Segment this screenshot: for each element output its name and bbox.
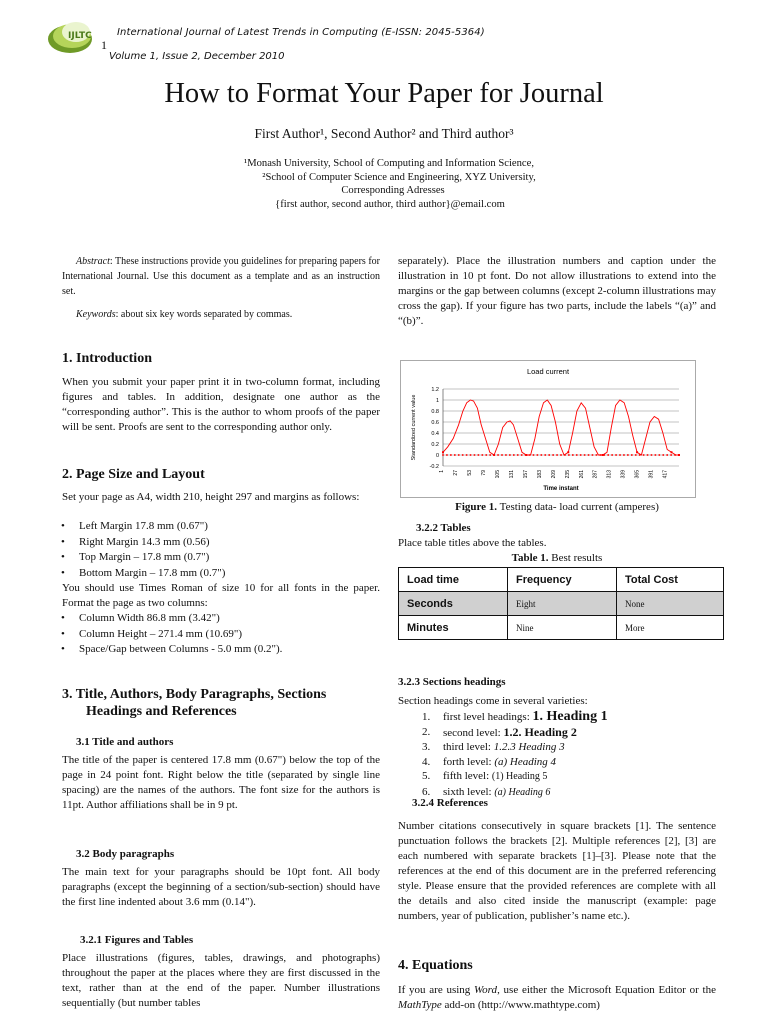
y-tick-label: 0.6 xyxy=(431,420,439,426)
baseline-marker xyxy=(485,454,487,456)
section-1-body: When you submit your paper print it in two-column format, including figures and tables. In addition, designate one author as the “corresponding author”. This is the author to whom proofs of the paper will be sent. Proofs are sent to the corresponding author only. xyxy=(62,376,380,433)
section-2-intro: Set your page as A4, width 210, height 297 and margins as follows: xyxy=(62,491,360,503)
abstract-text: : These instructions provide you guidelines for preparing papers for International Journal. Use this document as a template and as an instruction set. xyxy=(62,256,380,297)
heading-levels-list xyxy=(422,710,722,800)
section-3-2-3-body: Section headings come in several varieties: xyxy=(398,695,588,707)
y-tick-label: -0.2 xyxy=(429,464,439,470)
heading-example: (1) Heading 5 xyxy=(491,771,548,782)
item-label: sixth level: xyxy=(443,785,495,798)
item-number: 6. xyxy=(422,785,431,798)
list-item: • Top Margin – 17.8 mm (0.7") xyxy=(62,550,380,566)
baseline-marker xyxy=(521,454,523,456)
section-3-heading-line-2: Headings and References xyxy=(86,704,237,719)
baseline-marker xyxy=(560,454,562,456)
x-tick-label: 27 xyxy=(452,470,459,476)
keywords-text: : about six key words separated by commas. xyxy=(115,309,293,320)
table-1-text: Best results xyxy=(548,552,603,564)
journal-issue: Volume 1, Issue 2, December 2010 xyxy=(109,51,285,62)
baseline-marker xyxy=(647,454,649,456)
column-header: Total Cost xyxy=(617,568,724,592)
section-3-2-4-body: Number citations consecutively in square brackets [1]. The sentence punctuation follows the brackets [2]. Multiple references [2], [3] are each numbered with separate brackets [1]–[3]. Please note that the references at the end of this document are in the preferred referencing style. Please ensure that the provided references are complete with all the details and also cited inside the manuscript (example: page numbers, year of publication, publisher’s name etc.). xyxy=(398,820,716,922)
baseline-marker xyxy=(607,454,609,456)
x-tick-label: 313 xyxy=(606,470,613,479)
table-1-label: Table 1. xyxy=(511,552,549,564)
svg-text:IJLTC: IJLTC xyxy=(68,31,92,41)
baseline-marker xyxy=(584,454,586,456)
section-4-text-2: , use either the Microsoft Equation Editor or the xyxy=(497,984,717,996)
item-label: first level headings: xyxy=(443,711,533,723)
data-point xyxy=(602,454,604,456)
section-3-2-heading: 3.2 Body paragraphs xyxy=(76,848,175,860)
baseline-marker xyxy=(470,454,472,456)
baseline-marker xyxy=(564,454,566,456)
baseline-marker xyxy=(576,454,578,456)
section-3-2-1-continued: separately). Place the illustration numbers and caption under the illustration in 10 pt font. Do not allow illustrations to extend into the margins or the gap between columns (except 2-column illustrations may cross the gap). If your figure has two parts, include the labels “(a)” and “(b)”. xyxy=(398,255,716,327)
baseline-marker xyxy=(482,454,484,456)
baseline-marker xyxy=(596,454,598,456)
heading-example: 1. Heading 1 xyxy=(532,709,608,724)
baseline-marker xyxy=(631,454,633,456)
baseline-marker xyxy=(509,454,511,456)
section-3-2-1-heading xyxy=(80,934,193,946)
x-tick-label: 105 xyxy=(494,470,501,479)
baseline-marker xyxy=(580,454,582,456)
row-label: Minutes xyxy=(399,616,508,640)
baseline-marker xyxy=(446,454,448,456)
baseline-marker xyxy=(513,454,515,456)
section-3-2-2-body: Place table titles above the tables. xyxy=(398,537,547,549)
baseline-marker xyxy=(529,454,531,456)
baseline-marker xyxy=(454,454,456,456)
x-tick-label: 365 xyxy=(634,470,641,479)
y-tick-label: 1.2 xyxy=(431,387,439,393)
baseline-marker xyxy=(556,454,558,456)
list-item: • Space/Gap between Columns - 5.0 mm (0.2"). xyxy=(62,642,380,658)
baseline-marker xyxy=(662,454,664,456)
item-number: 1. xyxy=(422,711,431,723)
mathtype-term: MathType xyxy=(398,999,442,1011)
paper-title: How to Format Your Paper for Journal xyxy=(164,78,604,109)
section-3-1-body: The title of the paper is centered 17.8 mm (0.67") below the top of the page in 24 point font. Right below the title (separated by single line spacing) are the names of the authors. The font size for the authors is 11pt. Author affiliations shall be in 9 pt. xyxy=(62,754,380,811)
baseline-marker xyxy=(568,454,570,456)
x-tick-label: 261 xyxy=(578,470,585,479)
heading-example: (a) Heading 4 xyxy=(494,755,557,768)
section-3-1-heading: 3.1 Title and authors xyxy=(76,736,174,748)
list-item xyxy=(422,710,722,725)
item-label: forth level: xyxy=(443,755,495,768)
baseline-marker xyxy=(517,454,519,456)
y-tick-label: 0.2 xyxy=(431,442,439,448)
baseline-marker xyxy=(643,454,645,456)
list-item xyxy=(422,769,722,785)
item-number: 4. xyxy=(422,755,431,768)
x-tick-label: 131 xyxy=(508,470,515,479)
data-point xyxy=(442,451,444,453)
baseline-marker xyxy=(674,454,676,456)
y-tick-label: 0.8 xyxy=(431,409,439,415)
results-table xyxy=(398,567,724,640)
baseline-marker xyxy=(552,454,554,456)
data-point xyxy=(567,451,569,453)
table-row xyxy=(399,592,724,616)
y-tick-label: 0.4 xyxy=(431,431,439,437)
section-4-heading: 4. Equations xyxy=(398,958,473,973)
section-3-2-2-heading: 3.2.2 Tables xyxy=(416,522,471,534)
baseline-marker xyxy=(478,454,480,456)
list-item xyxy=(422,725,722,741)
baseline-marker xyxy=(603,454,605,456)
baseline-marker xyxy=(493,454,495,456)
baseline-marker xyxy=(678,454,680,456)
baseline-marker xyxy=(670,454,672,456)
section-2-heading: 2. Page Size and Layout xyxy=(62,467,205,482)
baseline-marker xyxy=(600,454,602,456)
table-1-caption xyxy=(398,551,716,566)
baseline-marker xyxy=(474,454,476,456)
baseline-marker xyxy=(489,454,491,456)
heading-example: 1.2. Heading 2 xyxy=(503,724,577,739)
affiliations xyxy=(0,157,768,211)
baseline-marker xyxy=(544,454,546,456)
section-4-body xyxy=(398,983,716,1013)
baseline-marker xyxy=(611,454,613,456)
x-tick-label: 417 xyxy=(662,470,669,479)
affiliation-emails: {first author, second author, third author}@email.com xyxy=(275,198,505,210)
baseline-marker xyxy=(659,454,661,456)
table-cell: More xyxy=(617,616,724,640)
baseline-marker xyxy=(592,454,594,456)
list-item: • Column Width 86.8 mm (3.42") xyxy=(62,611,380,627)
baseline-marker xyxy=(635,454,637,456)
item-number: 5. xyxy=(422,770,431,782)
chart-title: Load current xyxy=(526,367,570,376)
section-2-font-text: You should use Times Roman of size 10 for all fonts in the paper. Format the page as two columns: xyxy=(62,582,380,609)
item-label: third level: xyxy=(443,741,494,753)
heading-example: 1.2.3 Heading 3 xyxy=(493,741,565,753)
section-3-heading-line-1: 3. Title, Authors, Body Paragraphs, Sections xyxy=(62,687,327,702)
baseline-marker xyxy=(497,454,499,456)
x-tick-label: 79 xyxy=(480,470,487,476)
keywords xyxy=(62,307,380,322)
baseline-marker xyxy=(627,454,629,456)
margin-list xyxy=(62,519,380,581)
x-tick-label: 235 xyxy=(564,470,571,479)
item-number: 2. xyxy=(422,725,431,738)
table-cell: Eight xyxy=(508,592,617,616)
section-3-2-3-heading: 3.2.3 Sections headings xyxy=(398,676,506,688)
abstract xyxy=(62,254,380,299)
baseline-marker xyxy=(572,454,574,456)
x-tick-label: 1 xyxy=(439,470,445,473)
item-number: 3. xyxy=(422,741,431,753)
baseline-marker xyxy=(466,454,468,456)
baseline-marker xyxy=(615,454,617,456)
table-cell: None xyxy=(617,592,724,616)
x-axis-label: Time instant xyxy=(543,486,579,492)
baseline-marker xyxy=(655,454,657,456)
journal-logo xyxy=(46,12,102,56)
load-current-chart xyxy=(400,360,696,498)
baseline-marker xyxy=(623,454,625,456)
baseline-marker xyxy=(619,454,621,456)
baseline-marker xyxy=(458,454,460,456)
baseline-marker xyxy=(666,454,668,456)
affiliation-3: Corresponding Adresses xyxy=(341,185,445,197)
keywords-label: Keywords xyxy=(76,309,116,320)
affiliation-1: ¹Monash University, School of Computing and Information Science, xyxy=(244,158,534,169)
section-3-heading xyxy=(62,687,326,720)
section-3-2-1-heading-text: 3.2.1 Figures and Tables xyxy=(80,934,194,946)
section-3-2-body: The main text for your paragraphs should be 10pt font. All body paragraphs (except the beginning of a section/sub-section) should have the first line indented about 3.6 mm (0.14"). xyxy=(62,866,380,908)
section-4-text-1: If you are using xyxy=(398,984,475,996)
table-row xyxy=(399,616,724,640)
author-list: First Author¹, Second Author² and Third author³ xyxy=(254,126,514,141)
series-line xyxy=(443,400,679,455)
baseline-marker xyxy=(450,454,452,456)
list-item xyxy=(422,755,722,770)
baseline-marker xyxy=(533,454,535,456)
baseline-marker xyxy=(541,454,543,456)
y-tick-label: 1 xyxy=(435,398,439,404)
journal-name: International Journal of Latest Trends in Computing (E-ISSN: 2045-5364) xyxy=(117,27,485,38)
x-tick-label: 339 xyxy=(620,470,627,479)
baseline-marker xyxy=(639,454,641,456)
x-tick-label: 183 xyxy=(536,470,543,479)
list-item: • Column Height – 271.4 mm (10.69") xyxy=(62,627,380,643)
abstract-label: Abstract xyxy=(76,256,110,267)
item-label: fifth level: xyxy=(443,770,492,782)
list-item xyxy=(422,740,722,755)
word-term: Word xyxy=(474,984,498,996)
baseline-marker xyxy=(525,454,527,456)
x-tick-label: 391 xyxy=(648,470,655,479)
baseline-marker xyxy=(442,454,444,456)
x-tick-label: 209 xyxy=(550,470,557,479)
figure-1-label: Figure 1. xyxy=(455,501,498,513)
figure-1-caption xyxy=(398,500,716,515)
baseline-marker xyxy=(651,454,653,456)
section-1-heading: 1. Introduction xyxy=(62,351,152,366)
y-axis-label: Standardized current value xyxy=(411,394,417,461)
page-number: 1 xyxy=(101,38,107,52)
list-item: • Left Margin 17.8 mm (0.67") xyxy=(62,519,380,535)
figure-1-text: Testing data- load current (amperes) xyxy=(497,501,659,513)
section-3-2-4-heading: 3.2.4 References xyxy=(412,797,488,809)
list-item: • Bottom Margin – 17.8 mm (0.7") xyxy=(62,566,380,582)
heading-example: (a) Heading 6 xyxy=(494,786,551,798)
data-point xyxy=(670,451,672,453)
affiliation-2: ²School of Computer Science and Engineering, XYZ University, xyxy=(262,171,536,183)
baseline-marker xyxy=(537,454,539,456)
baseline-marker xyxy=(505,454,507,456)
column-header: Load time xyxy=(399,568,508,592)
column-list xyxy=(62,611,380,658)
x-tick-label: 53 xyxy=(466,470,473,476)
baseline-marker xyxy=(462,454,464,456)
table-cell: Nine xyxy=(508,616,617,640)
x-tick-label: 157 xyxy=(522,470,529,479)
baseline-marker xyxy=(548,454,550,456)
table-header-row xyxy=(399,568,724,592)
list-item: • Right Margin 14.3 mm (0.56) xyxy=(62,535,380,551)
baseline-marker xyxy=(588,454,590,456)
section-4-text-3: add-on (http://www.mathtype.com) xyxy=(441,999,600,1011)
x-tick-label: 287 xyxy=(592,470,599,479)
y-tick-label: 0 xyxy=(435,453,439,459)
row-label: Seconds xyxy=(399,592,508,616)
data-point xyxy=(636,451,638,453)
section-3-2-1-body: Place illustrations (figures, tables, drawings, and photographs) throughout the paper at the places where they are first discussed in the text, rather than at the end of the paper. Number illustrations sequentially (but number tables xyxy=(62,952,380,1009)
baseline-marker xyxy=(501,454,503,456)
column-header: Frequency xyxy=(508,568,617,592)
item-label: second level: xyxy=(443,726,504,739)
